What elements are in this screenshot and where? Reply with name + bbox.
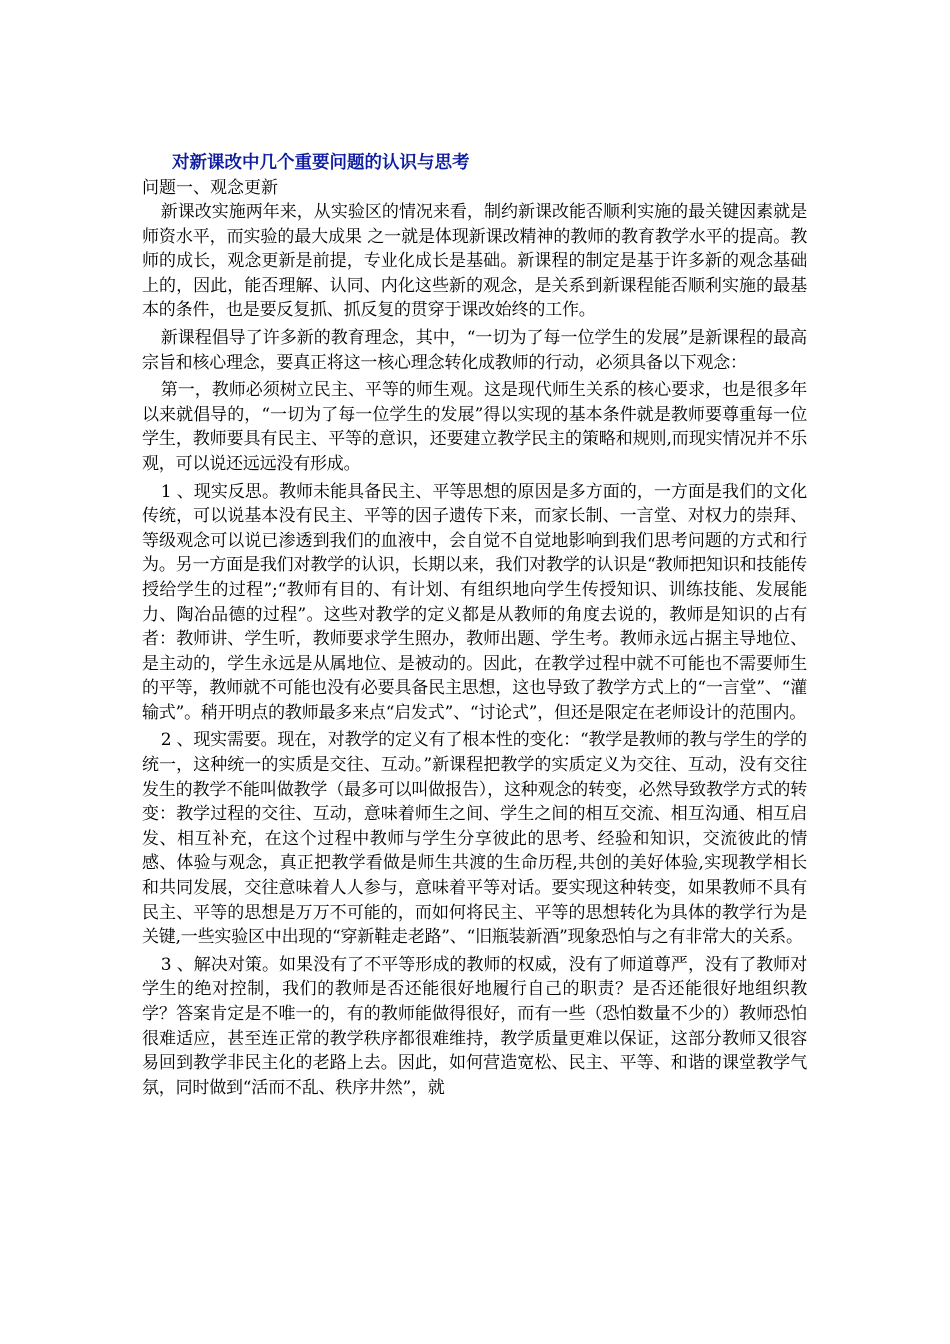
- paragraph-first-point: 第一，教师必须树立民主、平等的师生观。这是现代师生关系的核心要求，也是很多年以来就倡导的，“一切为了每一位学生的发展”得以实现的基本条件就是教师要尊重每一位学生，教师要具有民主、平等的意识，还要建立教学民主的策略和规则,而现实情况并不乐观，可以说还远远没有形成。: [142, 380, 807, 474]
- section-heading: 问题一、观念更新: [142, 178, 278, 198]
- paragraph-need: 2 、现实需要。现在，对教学的定义有了根本性的变化：“教学是教师的教与学生的学的统一，这种统一的实质是交往、互动。”新课程把教学的实质定义为交往、互动，没有交往发生的教学不能叫做教学（最多可以叫做报告），这种观念的转变，必然导致教学方式的转变：教学过程的交往、互动，意味着师生之间、学生之间的相互交流、相互沟通、相互启发、相互补充，在这个过程中教师与学生分享彼此的思考、经验和知识，交流彼此的情感、体验与观念，真正把教学看做是师生共渡的生命历程,共创的美好体验,实现教学相长和共同发展，交往意味着人人参与，意味着平等对话。要实现这种转变，如果教师不具有民主、平等的思想是万万不可能的，而如何将民主、平等的思想转化为具体的教学行为是关键,一些实验区中出现的“穿新鞋走老路”、“旧瓶装新酒”现象恐怕与之有非常大的关系。: [142, 730, 807, 948]
- paragraph-reflection: 1 、现实反思。教师未能具备民主、平等思想的原因是多方面的，一方面是我们的文化传统，可以说基本没有民主、平等的因子遗传下来，而家长制、一言堂、对权力的崇拜、等级观念可以说已渗透到我们的血液中，会自觉不自觉地影响到我们思考问题的方式和行为。另一方面是我们对教学的认识，长期以来，我们对教学的认识是“教师把知识和技能传授给学生的过程”;“教师有目的、有计划、有组织地向学生传授知识、训练技能、发展能力、陶冶品德的过程”。这些对教学的定义都是从教师的角度去说的，教师是知识的占有者：教师讲、学生听，教师要求学生照办，教师出题、学生考。教师永远占据主导地位、是主动的，学生永远是从属地位、是被动的。因此，在教学过程中就不可能也不需要师生的平等，教师就不可能也没有必要具备民主思想，这也导致了教学方式上的“一言堂”、“灌输式”。稍开明点的教师最多来点“启发式”、“讨论式”，但还是限定在老师设计的范围内。: [142, 481, 807, 723]
- paragraph-core-concept: 新课程倡导了许多新的教育理念，其中，“一切为了每一位学生的发展”是新课程的最高宗旨和核心理念，要真正将这一核心理念转化成教师的行动，必须具备以下观念：: [142, 327, 807, 373]
- document-body: [142, 150, 807, 1100]
- paragraph-solution: 3 、解决对策。如果没有了不平等形成的教师的权威，没有了师道尊严，没有了教师对学生的绝对控制，我们的教师是否还能很好地履行自己的职责？是否还能很好地组织教学？答案肯定是不唯一的，有的教师能做得很好，而有一些（恐怕数量不少的）教师恐怕很难适应，甚至连正常的教学秩序都很难维持，教学质量更难以保证，这部分教师又很容易回到教学非民主化的老路上去。因此，如何营造宽松、民主、平等、和谐的课堂教学气氛，同时做到“活而不乱、秩序井然”，就: [142, 954, 807, 1098]
- document-title: 对新课改中几个重要问题的认识与思考: [172, 153, 470, 173]
- paragraph-intro: 新课改实施两年来，从实验区的情况来看，制约新课改能否顺利实施的最关键因素就是师资水平，而实验的最大成果 之一就是体现新课改精神的教师的教育教学水平的提高。教师的成长，观念更新是前提，专业化成长是基础。新课程的制定是基于许多新的观念基础上的，因此，能否理解、认同、内化这些新的观念，是关系到新课程能否顺利实施的最基本的条件，也是要反复抓、抓反复的贯穿于课改始终的工作。: [142, 202, 807, 321]
